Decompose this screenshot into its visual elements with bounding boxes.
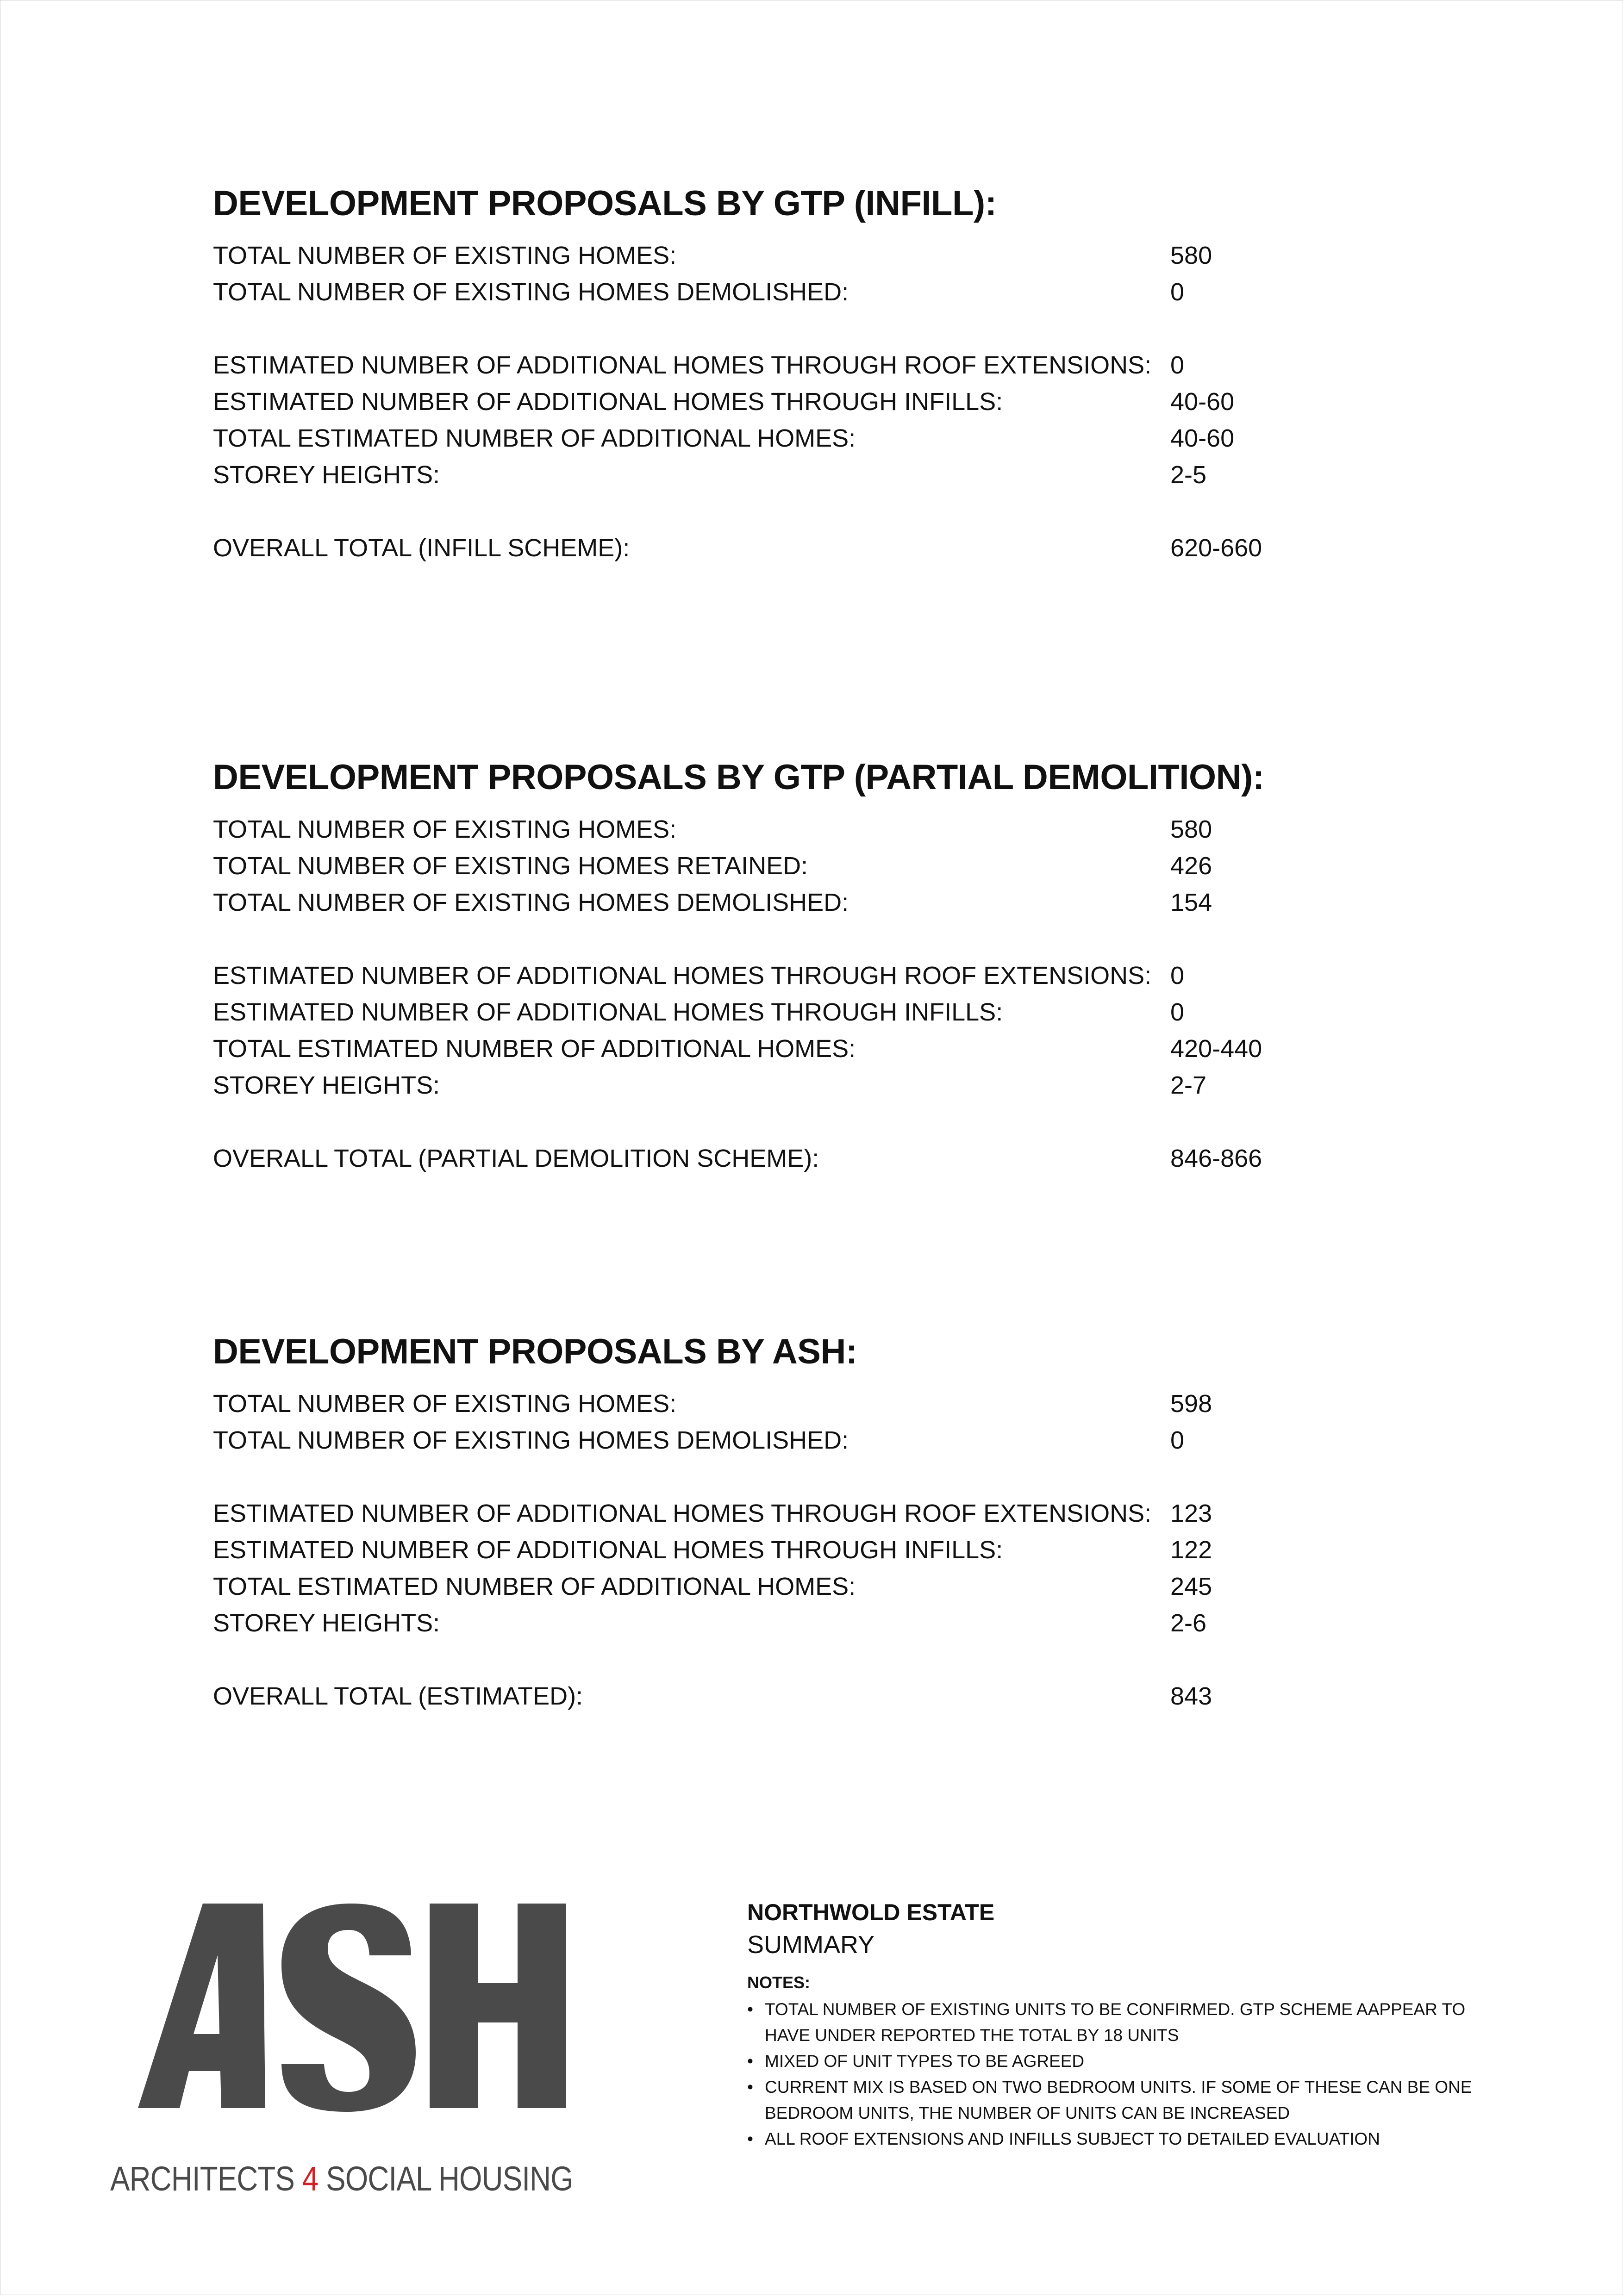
row-label: ESTIMATED NUMBER OF ADDITIONAL HOMES THROUGH ROOF EXTENSIONS: [213,351,1152,379]
row-label: STOREY HEIGHTS: [213,1609,440,1637]
row-value: 0 [1170,962,1185,989]
row-value: 154 [1170,889,1212,916]
tagline-number: 4 [302,2159,319,2198]
row-label: ESTIMATED NUMBER OF ADDITIONAL HOMES THROUGH INFILLS: [213,1536,1003,1564]
tagline-text: ARCHITECTS [110,2159,302,2198]
section-heading: DEVELOPMENT PROPOSALS BY GTP (INFILL): [213,184,997,223]
row-label: ESTIMATED NUMBER OF ADDITIONAL HOMES THROUGH ROOF EXTENSIONS: [213,962,1152,989]
row-label: OVERALL TOTAL (PARTIAL DEMOLITION SCHEME): [213,1145,819,1172]
data-row [213,1605,1463,1642]
data-row [213,347,1463,384]
data-row [213,848,1463,884]
row-label: ESTIMATED NUMBER OF ADDITIONAL HOMES THROUGH ROOF EXTENSIONS: [213,1500,1152,1527]
data-row [213,384,1463,420]
data-row [213,1067,1463,1104]
data-row [213,420,1463,457]
row-value: 843 [1170,1682,1212,1710]
row-value: 40-60 [1170,424,1235,452]
row-value: 598 [1170,1390,1212,1418]
row-value: 580 [1170,815,1212,843]
logo-tagline [110,2159,573,2198]
section-gtp-infill [213,183,1463,566]
row-value: 245 [1170,1573,1212,1600]
estate-title: NORTHWOLD ESTATE [747,1899,995,1925]
data-row [213,1386,1463,1422]
row-value: 122 [1170,1536,1212,1564]
row-label: TOTAL NUMBER OF EXISTING HOMES DEMOLISHED: [213,278,849,306]
row-label: OVERALL TOTAL (ESTIMATED): [213,1682,583,1710]
data-row [213,1031,1463,1067]
note-line: BEDROOM UNITS, THE NUMBER OF UNITS CAN BE INCREASED [765,2103,1290,2122]
row-label: STOREY HEIGHTS: [213,461,440,489]
note-line: • MIXED OF UNIT TYPES TO BE AGREED [765,2052,1085,2071]
row-label: TOTAL NUMBER OF EXISTING HOMES DEMOLISHED: [213,889,849,916]
row-label: TOTAL NUMBER OF EXISTING HOMES DEMOLISHED: [213,1426,849,1454]
overall-total-row [213,1678,1463,1715]
data-row [213,994,1463,1031]
row-label: STOREY HEIGHTS: [213,1071,440,1099]
overall-total-row [213,530,1463,566]
notes-list [747,1997,1525,2152]
data-row [213,1532,1463,1568]
row-value: 40-60 [1170,388,1235,416]
summary-subtitle: SUMMARY [747,1931,875,1959]
summary-block [747,1898,1525,2152]
ash-logo [110,1900,596,2205]
row-value: 420-440 [1170,1035,1262,1063]
note-item [747,1997,1525,2048]
overall-total-row [213,1140,1463,1177]
row-label: TOTAL NUMBER OF EXISTING HOMES RETAINED: [213,852,808,880]
row-label: TOTAL NUMBER OF EXISTING HOMES: [213,815,677,843]
row-label: TOTAL NUMBER OF EXISTING HOMES: [213,1390,677,1418]
note-item [747,2126,1525,2152]
row-value: 426 [1170,852,1212,880]
note-item [747,2048,1525,2074]
data-row [213,958,1463,994]
row-value: 0 [1170,1426,1185,1454]
row-value: 2-5 [1170,461,1207,489]
data-row [213,457,1463,493]
data-row [213,274,1463,311]
note-line: • CURRENT MIX IS BASED ON TWO BEDROOM UNITS. IF SOME OF THESE CAN BE ONE [765,2078,1472,2097]
row-label: ESTIMATED NUMBER OF ADDITIONAL HOMES THROUGH INFILLS: [213,998,1003,1026]
row-value: 0 [1170,998,1185,1026]
data-row [213,1422,1463,1459]
data-row [213,811,1463,848]
row-label: TOTAL ESTIMATED NUMBER OF ADDITIONAL HOMES: [213,1035,856,1063]
data-row [213,237,1463,274]
note-line: • ALL ROOF EXTENSIONS AND INFILLS SUBJECT TO DETAILED EVALUATION [765,2129,1380,2148]
note-item [747,2074,1525,2126]
section-ash [213,1331,1463,1715]
row-value: 620-660 [1170,534,1262,562]
row-value: 2-7 [1170,1071,1207,1099]
row-value: 846-866 [1170,1145,1262,1172]
row-value: 2-6 [1170,1609,1207,1637]
section-heading: DEVELOPMENT PROPOSALS BY GTP (PARTIAL DEMOLITION): [213,758,1264,797]
row-value: 0 [1170,351,1185,379]
row-label: TOTAL ESTIMATED NUMBER OF ADDITIONAL HOMES: [213,424,856,452]
row-label: OVERALL TOTAL (INFILL SCHEME): [213,534,630,562]
row-label: TOTAL ESTIMATED NUMBER OF ADDITIONAL HOMES: [213,1573,856,1600]
row-value: 580 [1170,242,1212,269]
notes-heading: NOTES: [747,1973,811,1992]
note-line: • TOTAL NUMBER OF EXISTING UNITS TO BE CONFIRMED. GTP SCHEME AAPPEAR TO [765,2000,1466,2019]
section-heading: DEVELOPMENT PROPOSALS BY ASH: [213,1332,857,1371]
row-value: 123 [1170,1500,1212,1527]
ash-wordmark-icon [110,1900,596,2159]
data-row [213,884,1463,921]
row-value: 0 [1170,278,1185,306]
data-row [213,1495,1463,1532]
row-label: TOTAL NUMBER OF EXISTING HOMES: [213,242,677,269]
data-row [213,1568,1463,1605]
section-gtp-partial-demolition [213,757,1463,1177]
tagline-text: SOCIAL HOUSING [318,2159,573,2198]
note-line: HAVE UNDER REPORTED THE TOTAL BY 18 UNITS [765,2026,1179,2045]
row-label: ESTIMATED NUMBER OF ADDITIONAL HOMES THROUGH INFILLS: [213,388,1003,416]
